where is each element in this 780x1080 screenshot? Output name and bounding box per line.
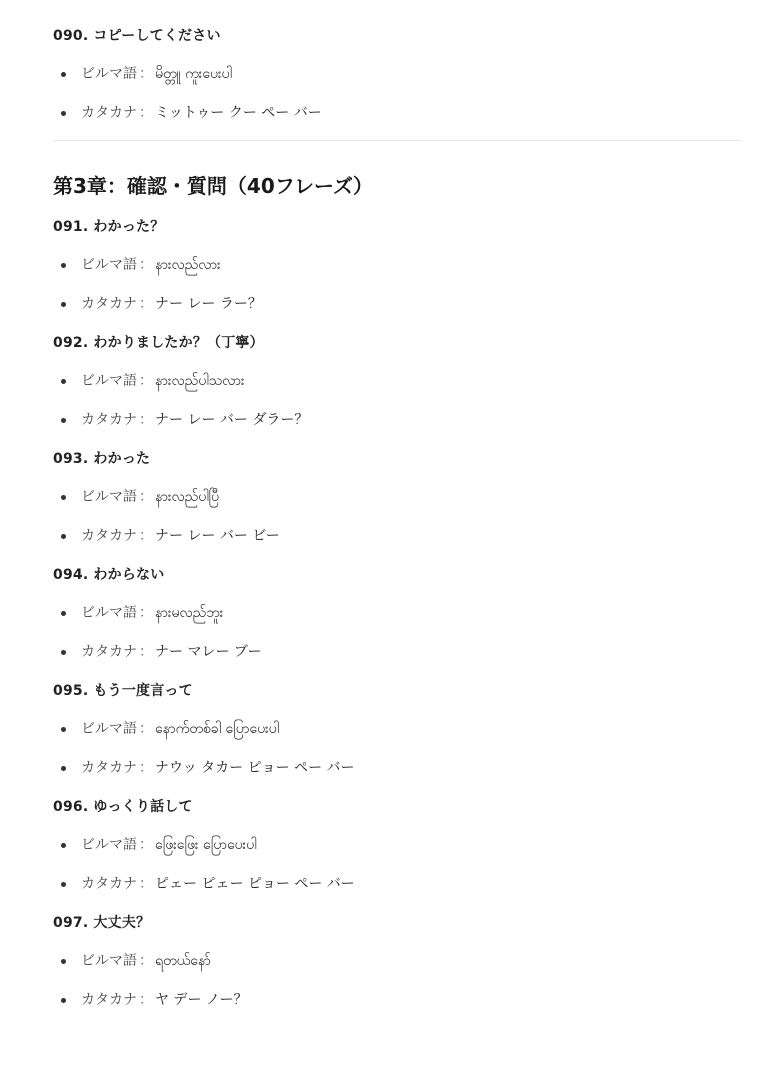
list-item-katakana [53,524,740,548]
phrase-list [53,949,740,1012]
item-value: ナー レー バー ダラー？ [155,412,309,428]
item-value: မိတ္တူ ကူးပေးပါ [155,66,232,82]
item-label: カタカナ [81,528,137,544]
phrase-list [53,717,740,780]
item-value: နားလည်ပါသလား [155,373,245,389]
phrase-title: 091. わかった？ [53,219,165,235]
item-label: ビルマ語 [81,721,137,737]
item-label: ビルマ語 [81,373,137,389]
item-separator: ： [139,876,153,892]
bullet-icon [61,418,66,423]
item-label: カタカナ [81,760,137,776]
item-value: ヤ デー ノー？ [155,992,248,1008]
item-value: နားလည်ပါပြီ [155,489,219,505]
phrase-title: 093. わかった [53,451,151,467]
item-value: နားလည်လား [155,257,221,273]
item-separator: ： [139,412,153,428]
item-label: ビルマ語 [81,66,137,82]
list-item-katakana [53,408,740,432]
item-value: ナー マレー ブー [155,644,262,660]
chapter-heading: 第3章：確認・質問（40フレーズ） [53,174,373,198]
item-separator: ： [139,721,153,737]
item-separator: ： [139,296,153,312]
item-separator: ： [139,105,153,121]
phrase-block-097 [53,911,740,1012]
bullet-icon [61,302,66,307]
list-item-katakana [53,101,740,125]
list-item-burmese [53,485,740,509]
list-item-katakana [53,640,740,664]
item-value: နောက်တစ်ခါ ပြောပေးပါ [155,721,280,737]
bullet-icon [61,727,66,732]
bullet-icon [61,611,66,616]
bullet-icon [61,998,66,1003]
item-separator: ： [139,605,153,621]
bullet-icon [61,534,66,539]
phrase-title: 096. ゆっくり話して [53,799,193,815]
phrase-list [53,485,740,548]
bullet-icon [61,843,66,848]
bullet-icon [61,111,66,116]
list-item-burmese [53,833,740,857]
phrase-title: 090. コピーしてください [53,28,221,44]
item-separator: ： [139,837,153,853]
list-item-burmese [53,601,740,625]
phrase-title: 094. わからない [53,567,165,583]
phrase-list [53,369,740,432]
list-item-katakana [53,292,740,316]
bullet-icon [61,766,66,771]
phrase-block-090 [53,24,740,125]
item-separator: ： [139,760,153,776]
list-item-burmese [53,62,740,86]
bullet-icon [61,379,66,384]
item-label: ビルマ語 [81,837,137,853]
item-label: カタカナ [81,876,137,892]
phrase-block-096 [53,795,740,896]
item-label: カタカナ [81,644,137,660]
item-separator: ： [139,953,153,969]
item-label: カタカナ [81,412,137,428]
item-separator: ： [139,257,153,273]
bullet-icon [61,263,66,268]
item-value: နားမလည်ဘူး [155,605,224,621]
item-value: ナウッ タカー ピョー ペー バー [155,760,355,776]
item-label: カタカナ [81,105,137,121]
item-value: ミットゥー クー ペー バー [155,105,322,121]
item-label: ビルマ語 [81,489,137,505]
phrase-title: 097. 大丈夫？ [53,915,151,931]
item-label: ビルマ語 [81,953,137,969]
list-item-burmese [53,717,740,741]
item-value: ナー レー バー ビー [155,528,280,544]
list-item-katakana [53,872,740,896]
list-item-burmese [53,253,740,277]
item-separator: ： [139,644,153,660]
item-label: ビルマ語 [81,605,137,621]
item-value: ピェー ピェー ピョー ペー バー [155,876,355,892]
phrase-list [53,62,740,125]
phrase-block-092 [53,331,740,432]
item-value: ရတယ်နော် [155,953,211,969]
phrase-block-093 [53,447,740,548]
item-label: ビルマ語 [81,257,137,273]
item-separator: ： [139,992,153,1008]
phrase-title: 095. もう一度言って [53,683,193,699]
list-item-katakana [53,756,740,780]
list-item-katakana [53,988,740,1012]
item-value: ナー レー ラー？ [155,296,262,312]
list-item-burmese [53,949,740,973]
phrase-title: 092. わかりましたか？（丁寧） [53,335,264,351]
item-separator: ： [139,373,153,389]
item-separator: ： [139,66,153,82]
bullet-icon [61,495,66,500]
bullet-icon [61,650,66,655]
item-label: カタカナ [81,296,137,312]
phrase-list [53,833,740,896]
phrase-block-091 [53,215,740,316]
item-label: カタカナ [81,992,137,1008]
item-separator: ： [139,528,153,544]
bullet-icon [61,959,66,964]
phrase-list [53,253,740,316]
phrase-block-095 [53,679,740,780]
list-item-burmese [53,369,740,393]
phrase-list [53,601,740,664]
section-divider [53,140,740,141]
item-separator: ： [139,489,153,505]
bullet-icon [61,72,66,77]
phrase-block-094 [53,563,740,664]
item-value: ဖြေးဖြေး ပြောပေးပါ [155,837,257,853]
bullet-icon [61,882,66,887]
